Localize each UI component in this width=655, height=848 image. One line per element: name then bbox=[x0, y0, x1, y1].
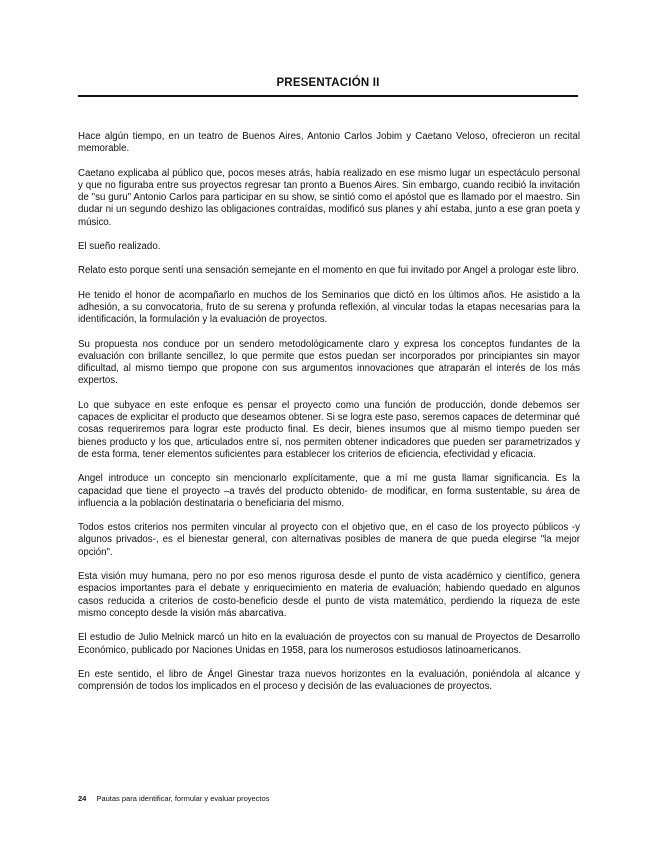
paragraph: Angel introduce un concepto sin mencionarlo explícitamente, que a mí me gusta llamar significancia. Es la capacidad que tiene el proyecto –a través del producto obtenido- de modificar, en forma sustentable, su área de influencia a la población destinataria o beneficiaria del mismo. bbox=[78, 473, 580, 509]
title-divider bbox=[78, 95, 578, 97]
page-title: PRESENTACIÓN II bbox=[276, 77, 380, 89]
paragraph: Relato esto porque sentí una sensación semejante en el momento en que fui invitado por Angel a prologar este libro. bbox=[78, 265, 579, 277]
paragraph: Su propuesta nos conduce por un sendero metodológicamente claro y expresa los conceptos fundantes de la evaluación con brillante sencillez, lo que permite que estos puedan ser incorporados por principiantes sin mayor dificultad, al mismo tiempo que propone con sus argumentos innovaciones que atraparán el interés de los más expertos. bbox=[78, 338, 580, 387]
paragraph: En este sentido, el libro de Ángel Ginestar traza nuevos horizontes en la evaluación, poniéndola al alcance y comprensión de todos los implicados en el proceso y decisión de las evaluaciones de proyectos. bbox=[78, 668, 580, 693]
running-title: Pautas para identificar, formular y evaluar proyectos bbox=[96, 794, 270, 803]
paragraph: Hace algún tiempo, en un teatro de Buenos Aires, Antonio Carlos Jobim y Caetano Veloso, ofrecieron un recital memorable. bbox=[78, 131, 580, 155]
page-footer bbox=[78, 794, 269, 803]
paragraph: He tenido el honor de acompañarlo en muchos de los Seminarios que dictó en los últimos años. He asistido a la adhesión, a su convocatoria, fruto de su serena y profunda reflexión, al vincular todas la etapas necesarias para la identificación, la formulación y la evaluación de proyectos. bbox=[78, 289, 580, 326]
paragraph: Todos estos criterios nos permiten vincular al proyecto con el objetivo que, en el caso de los proyecto públicos -y algunos privados-, es el bienestar general, con alternativas posibles de manera de que pueda elegirse "la mejor opción". bbox=[78, 522, 580, 558]
paragraph: Lo que subyace en este enfoque es pensar el proyecto como una función de producción, donde debemos ser capaces de explicitar el producto que deseamos obtener. Si se logra este paso, seremos capaces de determinar qué cosas requeriremos para lograr este producto final. Es decir, bienes insumos que al mismo tiempo pueden ser bienes producto y los que, articulados entre sí, nos permiten obtener indicadores que pueden ser parametrizados y de esta forma, tener elementos suficientes para establecer los criterios de eficiencia, efectividad y eficacia. bbox=[78, 399, 580, 460]
paragraph: Caetano explicaba al público que, pocos meses atrás, había realizado en ese mismo lugar un espectáculo personal y que no figuraba entre sus proyectos regresar tan pronto a Buenos Aires. Sin embargo, cuando recibió la invitación de "su guru" Antonio Carlos para participar en su show, se sintió como el apóstol que es llamado por el maestro. Sin dudar ni un segundo deshizo las obligaciones contraídas, modificó sus planes y ahí estaba, junto a ese gran poeta y músico. bbox=[78, 167, 580, 228]
paragraph: El sueño realizado. bbox=[78, 241, 161, 253]
paragraph: El estudio de Julio Melnick marcó un hito en la evaluación de proyectos con su manual de Proyectos de Desarrollo Económico, publicado por Naciones Unidas en 1958, para los numerosos estudiosos latinoamericanos. bbox=[78, 632, 580, 656]
body-text bbox=[78, 131, 580, 705]
page-number: 24 bbox=[78, 794, 87, 803]
paragraph: Esta visión muy humana, pero no por eso menos rigurosa desde el punto de vista académico y científico, genera espacios importantes para el debate y enriquecimiento en materia de evaluación; habiendo quedado en algunos casos reducida a criterios de costo-beneficio desde el punto de vista matemático, perdiendo la riqueza de este mismo concepto desde la visión más abarcativa. bbox=[78, 571, 580, 619]
